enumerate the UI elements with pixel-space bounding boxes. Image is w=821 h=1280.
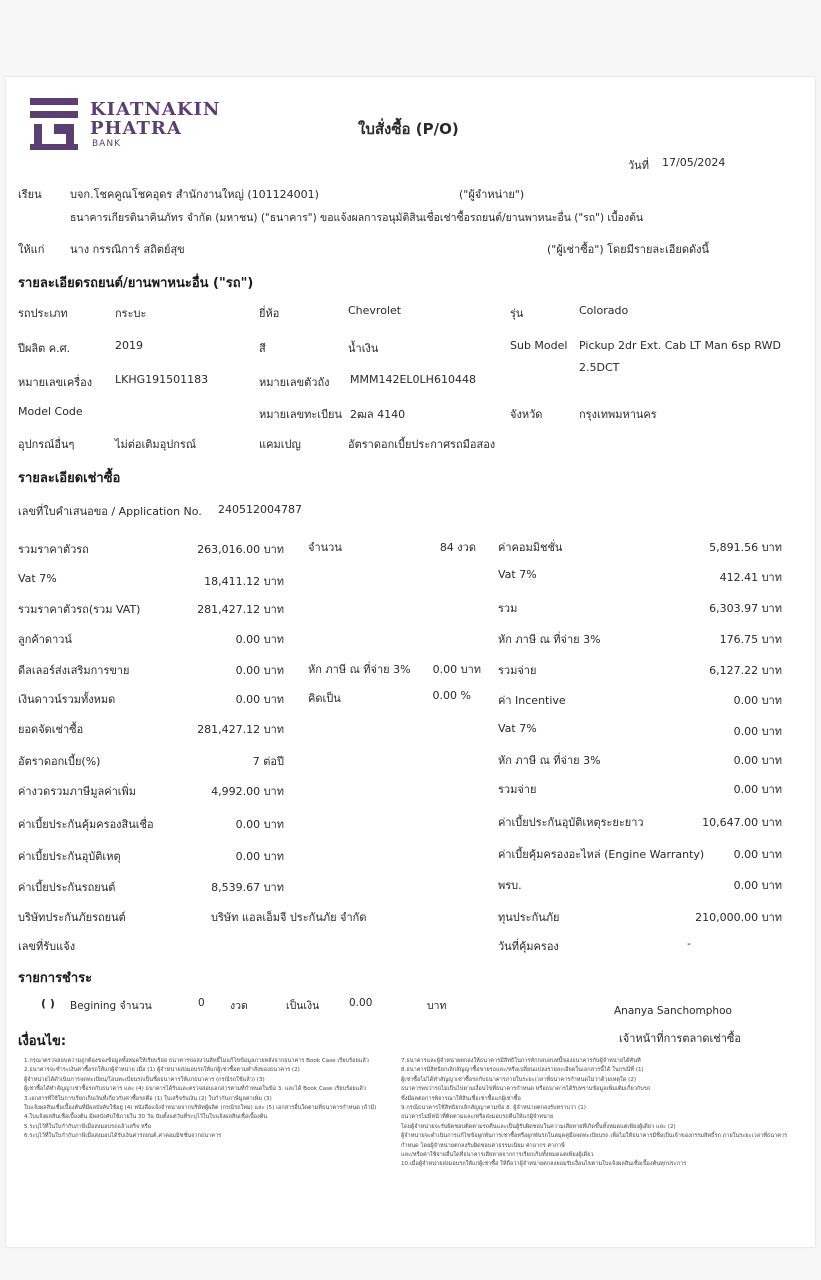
date-label: วันที่ (628, 159, 649, 172)
lease-right-label: รวม (498, 602, 518, 615)
lease-right-label: Vat 7% (498, 568, 537, 581)
condition-item: 9.กรณีธนาคารใช้สิทธิยกเลิกสัญญาตามข้อ 8. ผู้จำหน่ายตกลงรับทราบว่า (1) (401, 1105, 586, 1112)
insurer-value: บริษัท แอลเอ็มจี ประกันภัย จำกัด (211, 911, 367, 924)
lease-right-label: รวมจ่าย (498, 783, 537, 796)
lease-right-value: 0.00 บาท (733, 725, 782, 738)
chassis-no-value: MMM142EL0LH610448 (350, 373, 476, 386)
condition-item: 8.ธนาคารมีสิทธิยกเลิกสัญญาซื้อขายรถและ/หรือเปลี่ยนแปลงรายละเอียดในเอกสารนี้ได้ ในกรณีที่ (1) (401, 1067, 644, 1074)
vehicle-color-value: น้ำเงิน (348, 342, 379, 355)
condition-item: ธนาคารพบว่ารถไม่เป็นไปตามเงื่อนไขที่ธนาคารกำหนด หรือธนาคารได้รับทราบข้อมูลเพิ่มเติมเกี่ยวกับรถ (401, 1086, 651, 1093)
to-value: บจก.โชคคูณโชคอุดร สำนักงานใหญ่ (101124001) (70, 188, 319, 201)
province-value: กรุงเทพมหานคร (579, 408, 657, 421)
officer-role: เจ้าหน้าที่การตลาดเช่าซื้อ (619, 1032, 742, 1045)
vehicle-type-value: กระบะ (115, 307, 147, 320)
for-value: นาง กรรณิการ์ สถิตย์สุข (70, 243, 185, 256)
cover-date-label: วันที่คุ้มครอง (498, 940, 559, 953)
lease-left-value: 0.00 บาท (235, 850, 284, 863)
conditions-left-column (24, 1057, 394, 1142)
vehicle-model-value: Colorado (579, 304, 629, 317)
vehicle-year-label: ปีผลิต ค.ศ. (18, 342, 71, 355)
lease-right-value: 0.00 บาท (733, 848, 782, 861)
lease-right-label: ค่าเบี้ยคุ้มครองอะไหล่ (Engine Warranty) (498, 848, 705, 861)
condition-item: ผู้จำหน่ายจะดำเนินการแก้ไขข้อผูกพันการเช่าซื้อหรือผูกพันรถในสมุดคู่มือจดทะเบียนรถ เพื่อไม่ให้ธนาคารมีชื่อเป็นเจ้าของกรรมสิทธิ์รถ ภายในระยะเวลาที่ธนาคารกำหนด โดยผู้จำหน่ายตกลงรับผิดชอบค่าธรรมเนียม ค่าอากร ค่าภาษี (401, 1133, 788, 1149)
bank-logo-icon (24, 98, 84, 150)
model-code-label: Model Code (18, 405, 83, 418)
lease-left-label: รวมราคาตัวรถ(รวม VAT) (18, 603, 141, 616)
lease-left-label: เงินดาวน์รวมทั้งหมด (18, 693, 116, 706)
lease-right-value: 6,303.97 บาท (709, 602, 782, 615)
lease-right-label: ค่าเบี้ยประกันอุบัติเหตุระยะยาว (498, 816, 644, 829)
down-pct-value: 0.00 % (432, 689, 471, 702)
conditions-title: เงื่อนไข: (18, 1034, 67, 1049)
lease-right-label: หัก ภาษี ณ ที่จ่าย 3% (498, 633, 601, 646)
condition-item: ซึ่งมีผลต่อการพิจารณาให้สินเชื่อเช่าซื้อแก่ผู้เช่าซื้อ (401, 1095, 521, 1102)
lease-left-label: รวมราคาตัวรถ (18, 543, 89, 556)
lease-right-value: 176.75 บาท (719, 633, 782, 646)
vehicle-brand-label: ยี่ห้อ (259, 307, 280, 320)
lease-right-label: ค่าคอมมิชชั่น (498, 541, 563, 554)
lease-left-value: 0.00 บาท (235, 818, 284, 831)
condition-item: ผู้จำหน่ายได้ดำเนินการจดทะเบียน/โอนทะเบียนรถเป็นชื่อธนาคารให้แก่ธนาคาร (กรณีรถใช้แล้ว) (3) (24, 1076, 265, 1083)
lease-right-value: 6,127.22 บาท (709, 664, 782, 677)
bank-logo (24, 98, 84, 150)
lease-left-value: 7 ต่อปี (252, 755, 284, 768)
campaign-label: แคมเปญ (259, 438, 301, 451)
dealer-wht-label: หัก ภาษี ณ ที่จ่าย 3% (308, 663, 411, 676)
condition-item: 5.ระบุไว้ที่ในใบกำกับภาษีเมื่อส่งมอบรถแล้วเสร็จ หรือ (24, 1123, 152, 1130)
term-value: 84 งวด (439, 541, 476, 554)
lease-left-label: Vat 7% (18, 572, 57, 585)
campaign-value: อัตราดอกเบี้ยประกาศรถมือสอง (348, 438, 496, 451)
dealer-wht-value: 0.00 บาท (432, 663, 481, 676)
lease-right-value: 0.00 บาท (733, 694, 782, 707)
vehicle-brand-value: Chevrolet (348, 304, 402, 317)
condition-item: 3.เอกสารที่ใช้ในการเรียกเก็บเงินที่เกี่ยวกับค่าซื้อรถคือ (1) ใบเสร็จรับเงิน (2) ใบกำกับภาษีมูลค่าเพิ่ม (3) (24, 1095, 272, 1102)
amount-value: 0.00 (349, 997, 373, 1009)
lease-left-value: 18,411.12 บาท (204, 575, 284, 588)
lease-left-value: 281,427.12 บาท (197, 603, 284, 616)
for-label: ให้แก่ (18, 243, 45, 256)
province-label: จังหวัด (510, 408, 543, 421)
notify-no-label: เลขที่รับแจ้ง (18, 940, 76, 953)
condition-item: 1.กรุณาตรวจสอบความถูกต้องของข้อมูลทั้งหมดให้เรียบร้อย ธนาคารขอสงวนสิทธิ์ไม่แก้ไขข้อมูลภายหลังจากธนาคาร Book Case เรียบร้อยแล้ว (24, 1058, 369, 1064)
lease-right-label: รวมจ่าย (498, 664, 537, 677)
vehicle-submodel-value-2: 2.5DCT (579, 361, 620, 374)
insurer-label: บริษัทประกันภัยรถยนต์ (18, 911, 126, 924)
condition-item: โดยผู้จำหน่ายจะรับผิดชอบติดตามรถคืนและเป็นผู้รับผิดชอบในความเสียหายที่เกิดขึ้นทั้งหมดแต่เพียงผู้เดียว และ (2) (401, 1123, 676, 1130)
condition-item: 6.ระบุไว้ที่ในใบกำกับภาษีเมื่อส่งมอบได้รับเงินค่ารถยนต์,ค่าคอมมิชชั่นจากธนาคาร (24, 1133, 222, 1140)
lease-left-label: ค่างวดรวมภาษีมูลค่าเพิ่ม (18, 785, 137, 798)
lease-left-value: 0.00 บาท (235, 693, 284, 706)
date-value: 17/05/2024 (662, 156, 726, 169)
condition-item: ผู้เช่าซื้อไม่ได้ทำสัญญาเช่าซื้อรถกับธนาคารภายในระยะเวลาที่ธนาคารกำหนดไม่ว่าด้วยเหตุใด (2) (401, 1076, 637, 1083)
condition-item: 2.ธนาคารจะชำระเงินค่าซื้อรถให้แก่ผู้จำหน่าย เมื่อ (1) ผู้จำหน่ายส่งมอบรถให้แก่ผู้เช่าซื้อตามคำสั่งของธนาคาร (2) (24, 1067, 300, 1074)
vehicle-section-title: รายละเอียดรถยนต์/ยานพาหนะอื่น ("รถ") (18, 276, 254, 291)
condition-item: และ/หรือค่าใช้จ่ายอื่นใดที่ธนาคารเสียหายจากการเรียกเก็บทั้งหมดแต่เพียงผู้เดียว (401, 1152, 594, 1159)
lease-left-label: ค่าเบี้ยประกันคุ้มครองสินเชื่อ (18, 818, 154, 831)
condition-item: ผู้เช่าซื้อได้ทำสัญญาเช่าซื้อรถกับธนาคาร และ (4) ธนาคารได้รับและตรวจสอบเอกสารตามที่กำหนดในข้อ 3. และได้ Book Case เรียบร้อยแล้ว (24, 1086, 366, 1093)
page-title: ใบสั่งซื้อ (P/O) (358, 120, 459, 138)
chassis-no-label: หมายเลขตัวถัง (259, 376, 330, 389)
begining-label: Begining จำนวน (70, 1000, 152, 1012)
lease-left-label: ค่าเบี้ยประกันอุบัติเหตุ (18, 850, 121, 863)
equipment-value: ไม่ต่อเติมอุปกรณ์ (115, 438, 197, 451)
condition-item: 10.เมื่อผู้จำหน่ายส่งมอบรถให้แก่ผู้เช่าซื้อ ให้ถือว่าผู้จำหน่ายตกลงยอมรับเงื่อนไขตามใบแจ้งผลสินเชื่อเบื้องต้นทุกประการ (401, 1161, 687, 1168)
for-role: ("ผู้เช่าซื้อ") โดยมีรายละเอียดดังนี้ (547, 243, 710, 256)
lease-left-value: 8,539.67 บาท (211, 881, 284, 894)
brand-name-line1: KIATNAKIN (90, 99, 221, 120)
down-pct-label: คิดเป็น (308, 692, 341, 705)
approval-notice: ธนาคารเกียรตินาคินภัทร จำกัด (มหาชน) ("ธนาคาร") ขอแจ้งผลการอนุมัติสินเชื่อเช่าซื้อรถยนต์/ยานพาหนะอื่น ("รถ") เบื้องต้น (70, 212, 644, 224)
application-no-label: เลขที่ใบคำเสนอขอ / Application No. (18, 505, 202, 518)
lease-left-value: 281,427.12 บาท (197, 723, 284, 736)
lease-right-value: 0.00 บาท (733, 879, 782, 892)
lease-right-label: ค่า Incentive (498, 694, 566, 707)
vehicle-model-label: รุ่น (510, 307, 524, 320)
lease-left-value: 263,016.00 บาท (197, 543, 284, 556)
plate-no-label: หมายเลขทะเบียน (259, 408, 343, 421)
payment-checkbox[interactable]: ( ) (41, 997, 55, 1010)
lease-right-label: Vat 7% (498, 722, 537, 735)
to-role: ("ผู้จำหน่าย") (459, 188, 525, 201)
vehicle-submodel-value-1: Pickup 2dr Ext. Cab LT Man 6sp RWD (579, 339, 781, 352)
condition-item: 7.ธนาคารและผู้จำหน่ายตกลงให้ธนาคารมีสิทธิในการหักกลบลบหนี้ของธนาคารกับผู้จำหน่ายได้ทันที (401, 1058, 641, 1064)
officer-name: Ananya Sanchomphoo (614, 1005, 732, 1017)
sum-insured-label: ทุนประกันภัย (498, 911, 560, 924)
lease-right-value: 10,647.00 บาท (702, 816, 782, 829)
vehicle-year-value: 2019 (115, 339, 143, 352)
condition-item: ธนาคารไม่มีหน้าที่ติดตามและ/หรือส่งมอบรถคืนให้แก่ผู้จำหน่าย (401, 1114, 554, 1121)
begining-unit: งวด (230, 1000, 248, 1012)
condition-item: ใบแจ้งผลสินเชื่อเบื้องต้นที่มีผลบังคับใช้อยู่ (4) หนังสือแจ้งจำหน่ายจากบริษัทผู้ผลิต (กรณีรถใหม่) และ (5) เอกสารอื่นใดตามที่ธนาคารกำหนด (ถ้ามี) (24, 1105, 377, 1112)
condition-item: 4.ใบแจ้งผลสินเชื่อเบื้องต้น มีผลบังคับใช้ภายใน 30 วัน นับตั้งแต่วันที่ระบุไว้ในใบแจ้งผลสินเชื่อเบื้องต้น (24, 1114, 268, 1121)
lease-left-label: อัตราดอกเบี้ย(%) (18, 755, 101, 768)
lease-left-value: 0.00 บาท (235, 633, 284, 646)
document-page (6, 77, 815, 1247)
lease-right-value: 0.00 บาท (733, 783, 782, 796)
vehicle-submodel-label: Sub Model (510, 339, 568, 352)
lease-left-value: 4,992.00 บาท (211, 785, 284, 798)
currency-label: บาท (427, 1000, 447, 1012)
lease-left-label: ดีลเลอร์ส่งเสริมการขาย (18, 664, 130, 677)
lease-right-label: พรบ. (498, 879, 522, 892)
payment-section-title: รายการชำระ (18, 971, 93, 986)
lease-right-value: 5,891.56 บาท (709, 541, 782, 554)
lease-right-label: หัก ภาษี ณ ที่จ่าย 3% (498, 754, 601, 767)
brand-name-line2: PHATRA (90, 118, 182, 139)
sum-insured-value: 210,000.00 บาท (695, 911, 782, 924)
amount-label: เป็นเงิน (286, 1000, 320, 1012)
cover-date-value: - (687, 937, 691, 950)
term-label: จำนวน (308, 541, 342, 554)
equipment-label: อุปกรณ์อื่นๆ (18, 438, 75, 451)
engine-no-value: LKHG191501183 (115, 373, 209, 386)
lease-right-value: 0.00 บาท (733, 754, 782, 767)
plate-no-value: 2ฒล 4140 (350, 408, 406, 421)
vehicle-color-label: สี (259, 342, 266, 355)
lease-left-label: ค่าเบี้ยประกันรถยนต์ (18, 881, 116, 894)
application-no-value: 240512004787 (218, 503, 302, 516)
conditions-right-column (401, 1057, 791, 1170)
lease-section-title: รายละเอียดเช่าซื้อ (18, 471, 121, 486)
lease-left-label: ยอดจัดเช่าซื้อ (18, 723, 84, 736)
lease-left-value: 0.00 บาท (235, 664, 284, 677)
lease-left-label: ลูกค้าดาวน์ (18, 633, 72, 646)
to-label: เรียน (18, 188, 42, 201)
engine-no-label: หมายเลขเครื่อง (18, 376, 93, 389)
lease-right-value: 412.41 บาท (719, 571, 782, 584)
vehicle-type-label: รถประเภท (18, 307, 68, 320)
brand-name-line3: BANK (92, 139, 121, 149)
begining-count: 0 (198, 997, 205, 1009)
